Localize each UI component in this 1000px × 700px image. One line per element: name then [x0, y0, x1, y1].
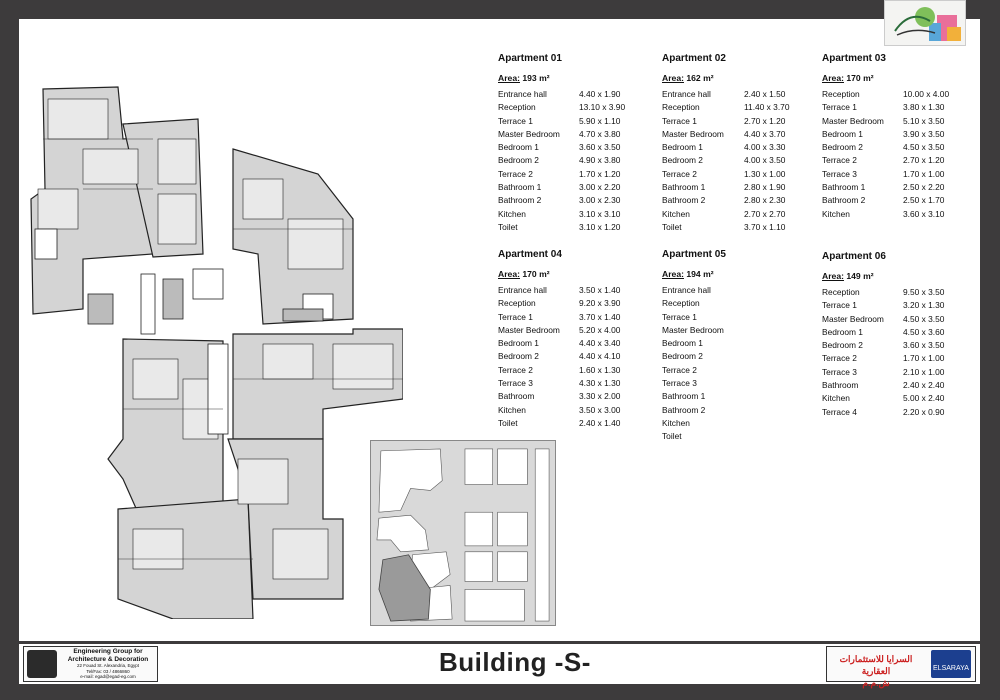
room-name: Bedroom 2 — [822, 142, 863, 153]
room-row — [662, 115, 822, 128]
room-name: Toilet — [662, 221, 682, 232]
room-dimensions: 3.20 x 1.30 — [903, 300, 945, 311]
room-dimensions: 10.00 x 4.00 — [903, 89, 950, 99]
floor-plan — [23, 79, 403, 619]
room-dimensions: 4.50 x 3.50 — [903, 313, 945, 324]
room-row — [822, 208, 982, 221]
room-dimensions: 4.40 x 1.90 — [579, 89, 621, 99]
room-dimensions: 3.10 x 3.10 — [579, 208, 621, 219]
room-dimensions: 4.00 x 3.30 — [744, 142, 786, 153]
room-name: Terrace 3 — [498, 378, 533, 389]
room-row — [662, 284, 822, 297]
room-dimensions: 2.10 x 1.00 — [903, 366, 945, 377]
room-name: Bedroom 1 — [662, 142, 703, 153]
room-row — [498, 221, 658, 234]
room-name: Bedroom 2 — [498, 351, 539, 362]
room-dimensions: 5.20 x 4.00 — [579, 324, 621, 335]
room-row — [822, 326, 982, 339]
room-name: Terrace 1 — [498, 311, 533, 322]
room-name: Terrace 2 — [662, 364, 697, 375]
room-row — [498, 377, 658, 390]
room-row — [662, 208, 822, 221]
room-row — [662, 168, 822, 181]
room-dimensions: 4.40 x 3.70 — [744, 128, 786, 139]
elsaraya-logo — [826, 646, 976, 688]
room-dimensions: 2.70 x 2.70 — [744, 208, 786, 219]
room-name: Kitchen — [662, 417, 690, 428]
room-row — [822, 88, 982, 101]
room-name: Kitchen — [822, 208, 850, 219]
engineering-group-logo — [23, 646, 158, 682]
room-row — [662, 417, 822, 430]
room-name: Terrace 4 — [822, 406, 857, 417]
room-row — [498, 208, 658, 221]
room-name: Toilet — [662, 431, 682, 442]
apartment-04-table — [498, 249, 658, 430]
room-dimensions: 3.60 x 3.10 — [903, 208, 945, 219]
room-dimensions: 3.10 x 1.20 — [579, 221, 621, 232]
room-name: Kitchen — [822, 393, 850, 404]
room-dimensions: 3.60 x 3.50 — [903, 340, 945, 351]
room-row — [498, 404, 658, 417]
room-dimensions: 3.00 x 2.30 — [579, 195, 621, 206]
apartment-area: Area: 193 m² — [498, 73, 550, 83]
room-row — [498, 417, 658, 430]
room-dimensions: 4.50 x 3.60 — [903, 326, 945, 337]
elsaraya-badge: ELSARAYA — [931, 650, 971, 678]
room-row — [498, 350, 658, 363]
room-dimensions: 2.70 x 1.20 — [903, 155, 945, 166]
apartment-title: Apartment 03 — [822, 53, 886, 64]
site-plan-inset — [370, 440, 556, 626]
apartment-area: Area: 170 m² — [498, 269, 550, 279]
room-row — [822, 366, 982, 379]
room-row — [822, 352, 982, 365]
room-name: Master Bedroom — [822, 115, 884, 126]
developer-name-arabic: السرايا للاستثمارات العقارية — [839, 654, 913, 676]
room-name: Reception — [822, 287, 860, 297]
room-row — [498, 311, 658, 324]
room-name: Terrace 2 — [662, 168, 697, 179]
room-name: Reception — [662, 102, 700, 113]
room-row — [662, 128, 822, 141]
room-row — [498, 101, 658, 114]
room-name: Bathroom 1 — [822, 182, 866, 193]
room-name: Terrace 2 — [498, 364, 533, 375]
room-name: Bathroom 2 — [498, 195, 542, 206]
apartment-title: Apartment 06 — [822, 251, 886, 262]
room-name: Master Bedroom — [662, 324, 724, 335]
room-name: Terrace 1 — [822, 300, 857, 311]
room-row — [662, 194, 822, 207]
room-row — [822, 313, 982, 326]
room-name: Terrace 1 — [662, 115, 697, 126]
company-line-2: Architecture & Decoration — [67, 655, 149, 663]
room-name: Entrance hall — [498, 285, 547, 295]
apartment-06-table — [822, 251, 982, 419]
room-name: Bathroom — [822, 380, 859, 391]
room-row — [822, 406, 982, 419]
room-row — [498, 194, 658, 207]
room-name: Reception — [662, 298, 700, 309]
room-row — [822, 168, 982, 181]
room-dimensions: 1.70 x 1.00 — [903, 168, 945, 179]
company-phone: Tel/Fax: 03 / 4866860 — [86, 668, 130, 674]
room-dimensions: 2.40 x 1.50 — [744, 89, 786, 99]
title-block — [19, 644, 980, 688]
room-name: Bedroom 2 — [662, 155, 703, 166]
room-dimensions: 2.40 x 2.40 — [903, 380, 945, 391]
room-row — [662, 141, 822, 154]
room-dimensions: 5.90 x 1.10 — [579, 115, 621, 126]
apartment-title: Apartment 02 — [662, 53, 726, 64]
room-name: Terrace 2 — [822, 353, 857, 364]
room-dimensions: 3.50 x 3.00 — [579, 404, 621, 415]
room-name: Terrace 3 — [822, 366, 857, 377]
room-name: Kitchen — [498, 208, 526, 219]
room-row — [662, 377, 822, 390]
room-row — [498, 181, 658, 194]
room-name: Toilet — [498, 221, 518, 232]
room-dimensions: 3.70 x 1.40 — [579, 311, 621, 322]
room-row — [822, 141, 982, 154]
room-name: Reception — [498, 102, 536, 113]
room-row — [662, 181, 822, 194]
room-dimensions: 1.60 x 1.30 — [579, 364, 621, 375]
apartment-area: Area: 194 m² — [662, 269, 714, 279]
apartment-area: Area: 170 m² — [822, 73, 874, 83]
room-name: Terrace 2 — [822, 155, 857, 166]
room-row — [662, 337, 822, 350]
room-name: Master Bedroom — [662, 128, 724, 139]
room-name: Master Bedroom — [498, 324, 560, 335]
room-name: Bathroom 1 — [498, 182, 542, 193]
company-email: e-mail: egad@egad-eg.com — [80, 674, 136, 679]
room-dimensions: 4.50 x 3.50 — [903, 142, 945, 153]
room-name: Terrace 2 — [498, 168, 533, 179]
apartment-title: Apartment 01 — [498, 53, 562, 64]
apartment-title: Apartment 05 — [662, 249, 726, 260]
room-name: Bedroom 2 — [822, 340, 863, 351]
room-name: Terrace 1 — [822, 102, 857, 113]
room-name: Terrace 1 — [662, 311, 697, 322]
room-name: Bedroom 1 — [822, 128, 863, 139]
room-row — [822, 379, 982, 392]
room-name: Bathroom 1 — [662, 391, 706, 402]
developer-type-arabic: ش.م.م — [862, 678, 890, 688]
apartment-02-table — [662, 53, 822, 234]
room-row — [662, 221, 822, 234]
apartment-title: Apartment 04 — [498, 249, 562, 260]
room-row — [822, 181, 982, 194]
room-row — [498, 168, 658, 181]
room-row — [498, 141, 658, 154]
room-name: Bedroom 1 — [662, 338, 703, 349]
room-name: Master Bedroom — [822, 313, 884, 324]
room-dimensions: 2.40 x 1.40 — [579, 417, 621, 428]
room-name: Bathroom 2 — [822, 195, 866, 206]
room-row — [662, 404, 822, 417]
room-dimensions: 5.00 x 2.40 — [903, 393, 945, 404]
room-dimensions: 4.00 x 3.50 — [744, 155, 786, 166]
room-name: Bathroom 2 — [662, 404, 706, 415]
room-name: Entrance hall — [662, 285, 711, 295]
room-name: Bedroom 1 — [498, 338, 539, 349]
room-row — [822, 286, 982, 299]
room-dimensions: 4.40 x 4.10 — [579, 351, 621, 362]
room-name: Terrace 1 — [498, 115, 533, 126]
room-name: Terrace 3 — [822, 168, 857, 179]
room-dimensions: 3.70 x 1.10 — [744, 221, 786, 232]
room-row — [498, 297, 658, 310]
room-dimensions: 13.10 x 3.90 — [579, 102, 626, 113]
apartment-area: Area: 149 m² — [822, 271, 874, 281]
room-row — [498, 284, 658, 297]
room-row — [662, 311, 822, 324]
room-dimensions: 2.80 x 1.90 — [744, 182, 786, 193]
apartment-01-table — [498, 53, 658, 234]
room-row — [498, 128, 658, 141]
room-dimensions: 3.60 x 3.50 — [579, 142, 621, 153]
apartment-area: Area: 162 m² — [662, 73, 714, 83]
room-dimensions: 3.80 x 1.30 — [903, 102, 945, 113]
room-dimensions: 4.90 x 3.80 — [579, 155, 621, 166]
room-row — [498, 115, 658, 128]
room-dimensions: 3.50 x 1.40 — [579, 285, 621, 295]
room-row — [822, 101, 982, 114]
room-dimensions: 5.10 x 3.50 — [903, 115, 945, 126]
room-name: Toilet — [498, 417, 518, 428]
room-name: Bedroom 1 — [822, 326, 863, 337]
company-line-1: Engineering Group for — [73, 648, 143, 655]
room-row — [662, 324, 822, 337]
room-name: Bedroom 2 — [498, 155, 539, 166]
room-name: Bathroom — [498, 391, 535, 402]
room-row — [822, 115, 982, 128]
engineering-emblem-icon — [27, 650, 57, 678]
room-row — [662, 154, 822, 167]
room-dimensions: 9.50 x 3.50 — [903, 287, 945, 297]
company-address: 22 Fouad St. Alexandria, Egypt — [76, 663, 140, 668]
room-dimensions: 2.80 x 2.30 — [744, 195, 786, 206]
room-name: Bedroom 1 — [498, 142, 539, 153]
room-name: Entrance hall — [498, 89, 547, 99]
room-row — [498, 88, 658, 101]
room-dimensions: 3.30 x 2.00 — [579, 391, 621, 402]
room-row — [498, 364, 658, 377]
room-dimensions: 2.70 x 1.20 — [744, 115, 786, 126]
developer-logo — [884, 0, 966, 46]
room-row — [662, 364, 822, 377]
room-dimensions: 2.50 x 1.70 — [903, 195, 945, 206]
room-dimensions: 1.70 x 1.20 — [579, 168, 621, 179]
room-row — [662, 101, 822, 114]
room-name: Kitchen — [498, 404, 526, 415]
room-dimensions: 9.20 x 3.90 — [579, 298, 621, 309]
room-row — [662, 350, 822, 363]
room-dimensions: 1.30 x 1.00 — [744, 168, 786, 179]
building-title: Building -S- — [439, 647, 591, 677]
room-dimensions: 4.40 x 3.40 — [579, 338, 621, 349]
room-dimensions: 4.30 x 1.30 — [579, 378, 621, 389]
room-row — [822, 194, 982, 207]
room-dimensions: 4.70 x 3.80 — [579, 128, 621, 139]
room-row — [822, 299, 982, 312]
room-row — [498, 337, 658, 350]
room-row — [822, 154, 982, 167]
room-name: Master Bedroom — [498, 128, 560, 139]
room-row — [498, 154, 658, 167]
room-row — [662, 88, 822, 101]
room-dimensions: 3.00 x 2.20 — [579, 182, 621, 193]
room-row — [498, 390, 658, 403]
room-row — [822, 128, 982, 141]
room-row — [662, 430, 822, 443]
apartment-03-table — [822, 53, 982, 221]
room-row — [498, 324, 658, 337]
room-name: Bedroom 2 — [662, 351, 703, 362]
room-dimensions: 2.20 x 0.90 — [903, 406, 945, 417]
room-name: Bathroom 1 — [662, 182, 706, 193]
room-dimensions: 3.90 x 3.50 — [903, 128, 945, 139]
room-dimensions: 11.40 x 3.70 — [744, 102, 790, 113]
room-dimensions: 2.50 x 2.20 — [903, 182, 945, 193]
room-name: Terrace 3 — [662, 378, 697, 389]
room-row — [822, 339, 982, 352]
apartment-05-table — [662, 249, 822, 444]
room-name: Reception — [822, 89, 860, 99]
room-row — [662, 297, 822, 310]
room-name: Kitchen — [662, 208, 690, 219]
room-row — [662, 390, 822, 403]
room-name: Bathroom 2 — [662, 195, 706, 206]
room-name: Reception — [498, 298, 536, 309]
room-row — [822, 392, 982, 405]
room-dimensions: 1.70 x 1.00 — [903, 353, 945, 364]
room-name: Entrance hall — [662, 89, 711, 99]
